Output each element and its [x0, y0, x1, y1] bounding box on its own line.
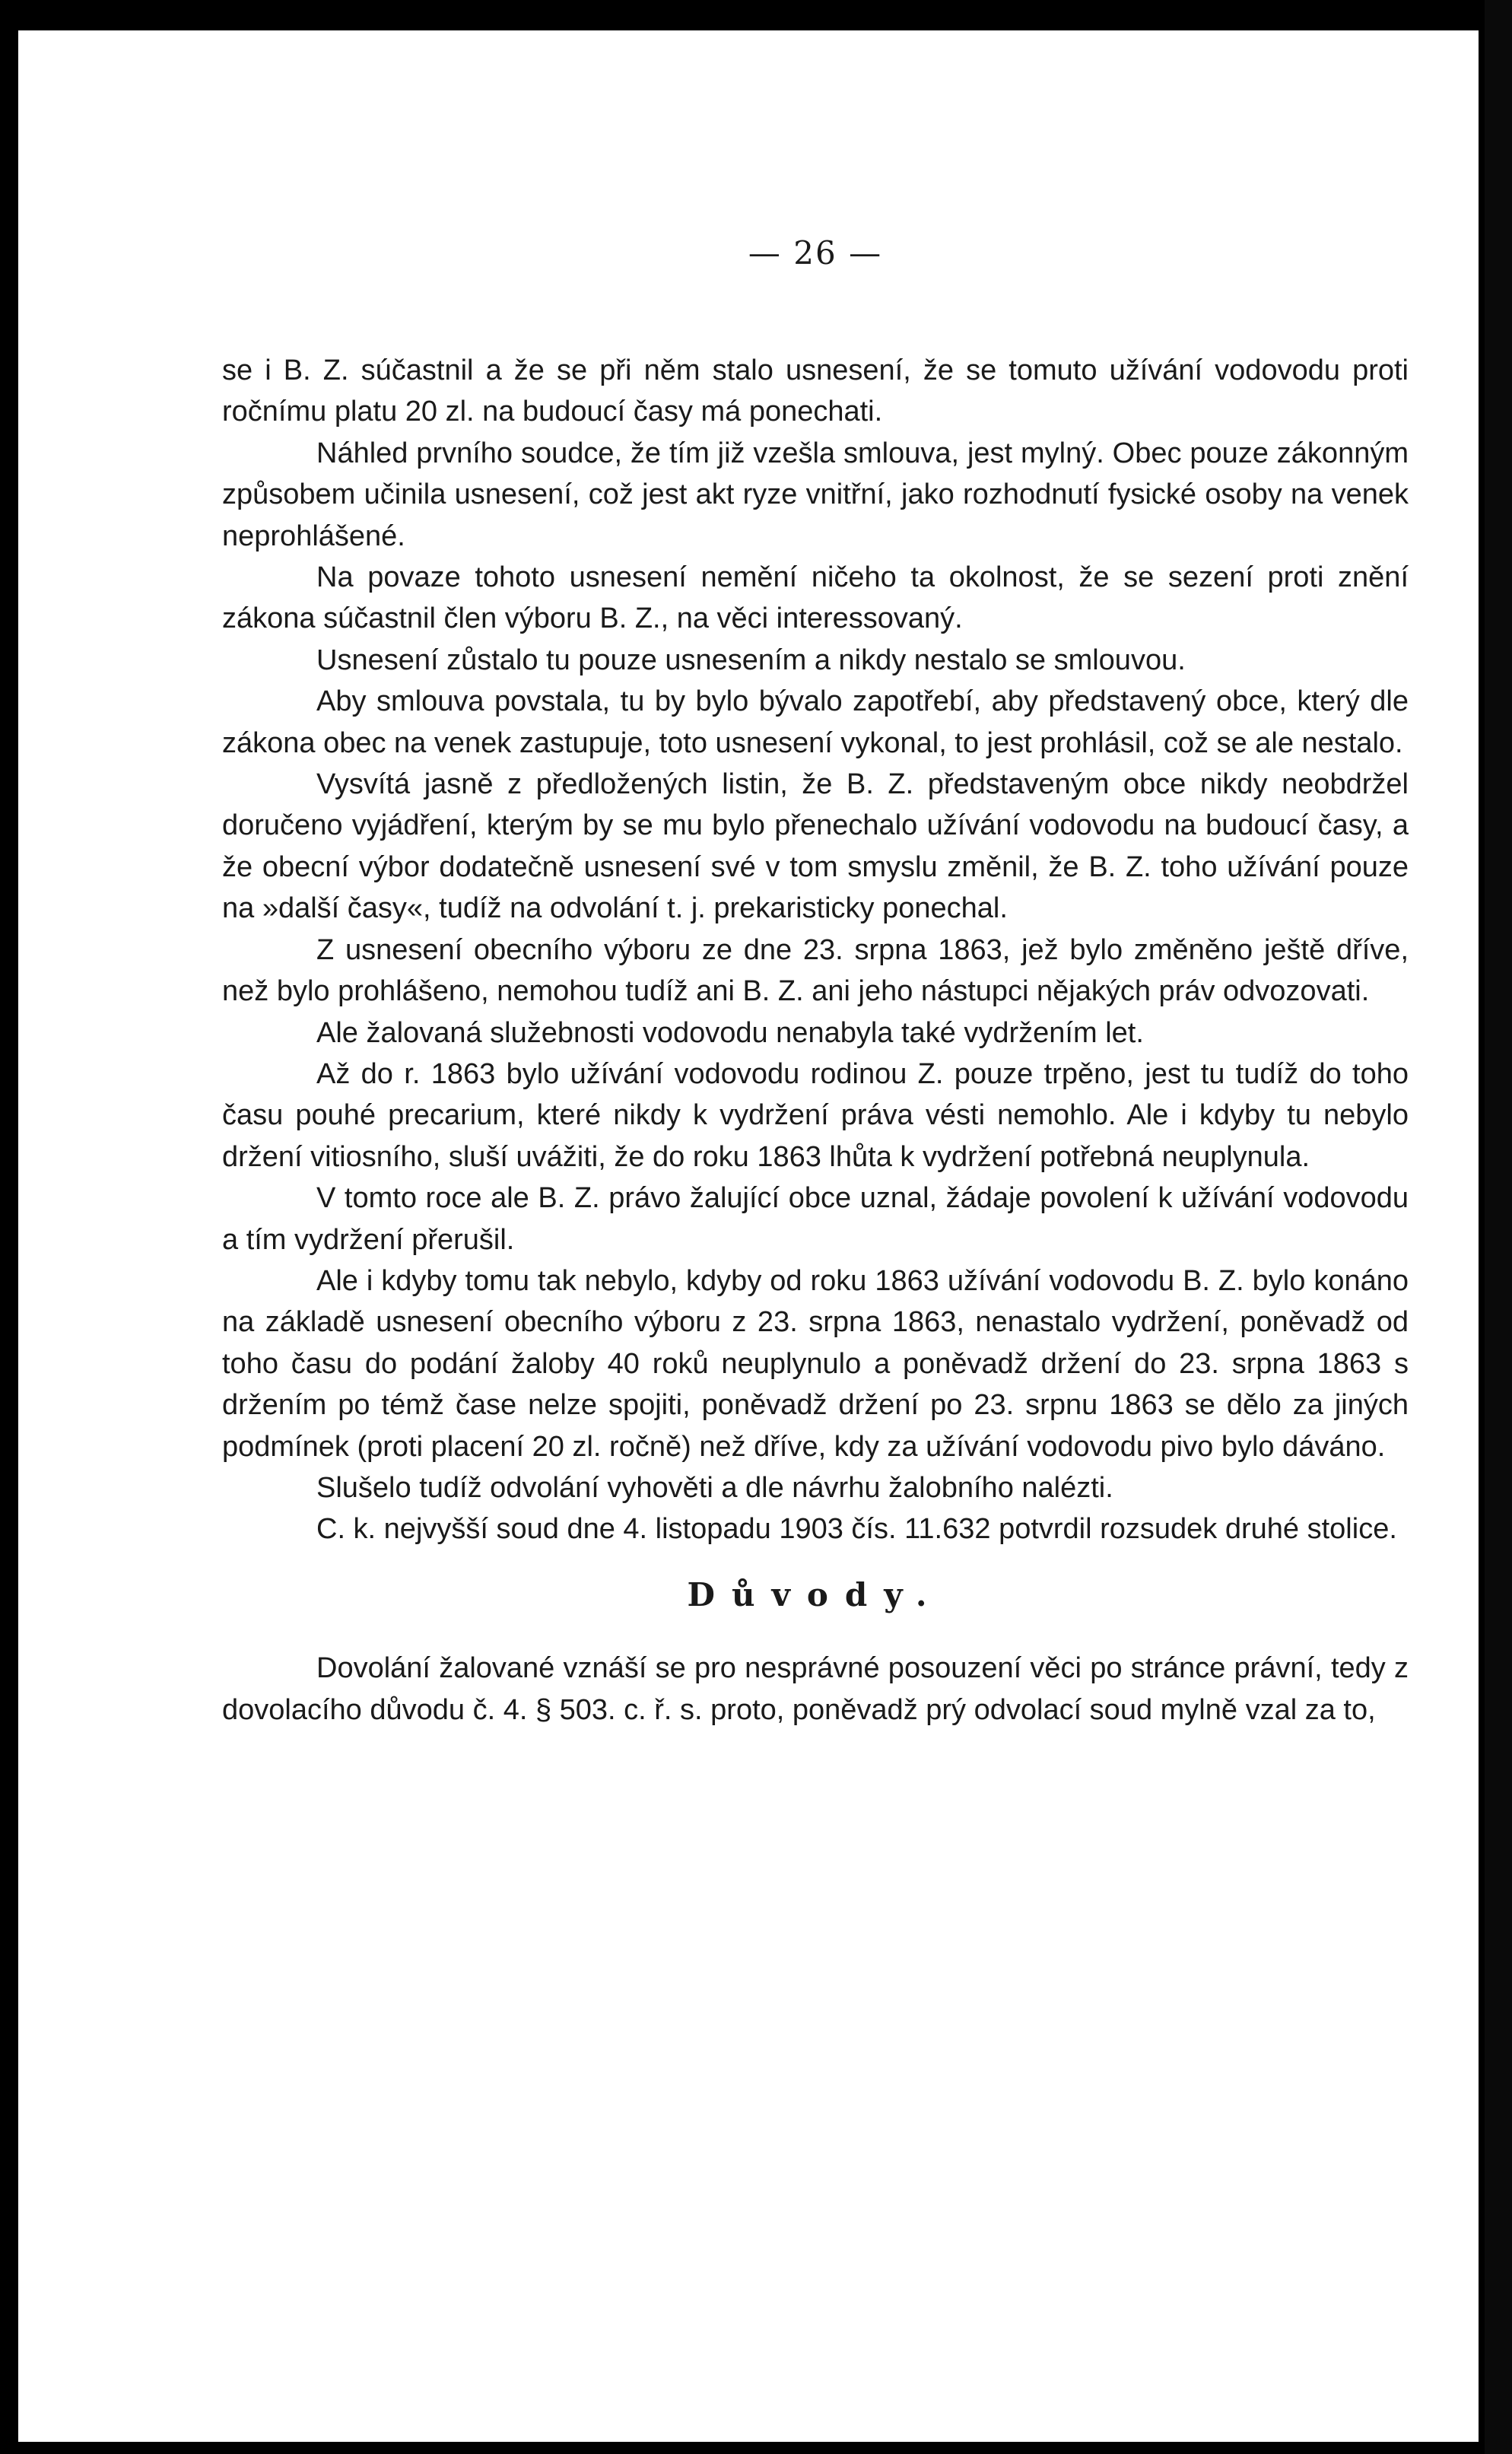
- section-heading: Důvody.: [687, 1575, 944, 1613]
- paragraph: Usnesení zůstalo tu pouze usnesením a nikdy nestalo se smlouvou.: [316, 644, 1186, 676]
- paragraph: Dovolání žalované vznáší se pro nesprávné posouzení věci po stránce právní, tedy z dovolacího důvodu č. 4. § 503. c. ř. s. proto, poněvadž prý odvolací soud mylně vzal za to,: [222, 1652, 1409, 1726]
- paragraph: Vysvítá jasně z předložených listin, že B. Z. představeným obce nikdy neobdržel doručeno vyjádření, kterým by se mu bylo přenechalo užívání vodovodu na budoucí časy, a že obecní výbor dodatečně usnesení své v tom smyslu změnil, že B. Z. toho užívání pouze na »další časy«, tudíž na odvolání t. j. prekaristicky ponechal.: [222, 768, 1409, 925]
- paragraph: V tomto roce ale B. Z. právo žalující obce uznal, žádaje povolení k užívání vodovodu a tím vydržení přerušil.: [222, 1182, 1409, 1256]
- body-text: [222, 350, 1409, 1731]
- paragraph: C. k. nejvyšší soud dne 4. listopadu 1903 čís. 11.632 potvrdil rozsudek druhé stolice.: [316, 1513, 1397, 1546]
- book-page: [18, 30, 1479, 2442]
- paragraph: Na povaze tohoto usnesení nemění ničeho ta okolnost, že se sezení proti znění zákona súčastnil člen výboru B. Z., na věci interessovaný.: [222, 561, 1409, 635]
- paragraph: Slušelo tudíž odvolání vyhověti a dle návrhu žalobního nalézti.: [316, 1471, 1113, 1504]
- page-number: — 26 —: [748, 234, 883, 272]
- paragraph: Až do r. 1863 bylo užívání vodovodu rodinou Z. pouze trpěno, jest tu tudíž do toho času pouhé precarium, které nikdy k vydržení práva vésti nemohlo. Ale i kdyby tu nebylo držení vitiosního, sluší uvážiti, že do roku 1863 lhůta k vydržení potřebná neuplynula.: [222, 1057, 1409, 1173]
- paragraph: Ale žalovaná služebnosti vodovodu nenabyla také vydržením let.: [316, 1016, 1144, 1049]
- paragraph: Ale i kdyby tomu tak nebylo, kdyby od roku 1863 užívání vodovodu B. Z. bylo konáno na základě usnesení obecního výboru z 23. srpna 1863, nenastalo vydržení, poněvadž od toho času do podání žaloby 40 roků neuplynulo a poněvadž držení do 23. srpna 1863 s držením po témž čase nelze spojiti, poněvadž držení po 23. srpnu 1863 se dělo za jiných podmínek (proti placení 20 zl. ročně) než dříve, kdy za užívání vodovodu pivo bylo dáváno.: [222, 1264, 1409, 1463]
- paragraph: Z usnesení obecního výboru ze dne 23. srpna 1863, jež bylo změněno ještě dříve, než bylo prohlášeno, nemohou tudíž ani B. Z. ani jeho nástupci nějakých práv odvozovati.: [222, 933, 1409, 1008]
- paragraph: Aby smlouva povstala, tu by bylo bývalo zapotřebí, aby představený obce, který dle zákona obec na venek zastupuje, toto usnesení vykonal, to jest prohlásil, což se ale nestalo.: [222, 685, 1409, 759]
- paragraph: se i B. Z. súčastnil a že se při něm stalo usnesení, že se tomuto užívání vodovodu proti ročnímu platu 20 zl. na budoucí časy má ponechati.: [222, 354, 1409, 428]
- paragraph: Náhled prvního soudce, že tím již vzešla smlouva, jest mylný. Obec pouze zákonným způsobem učinila usnesení, což jest akt ryze vnitřní, jako rozhodnutí fysické osoby na venek neprohlášené.: [222, 437, 1409, 552]
- scan-edge: [1485, 0, 1512, 2454]
